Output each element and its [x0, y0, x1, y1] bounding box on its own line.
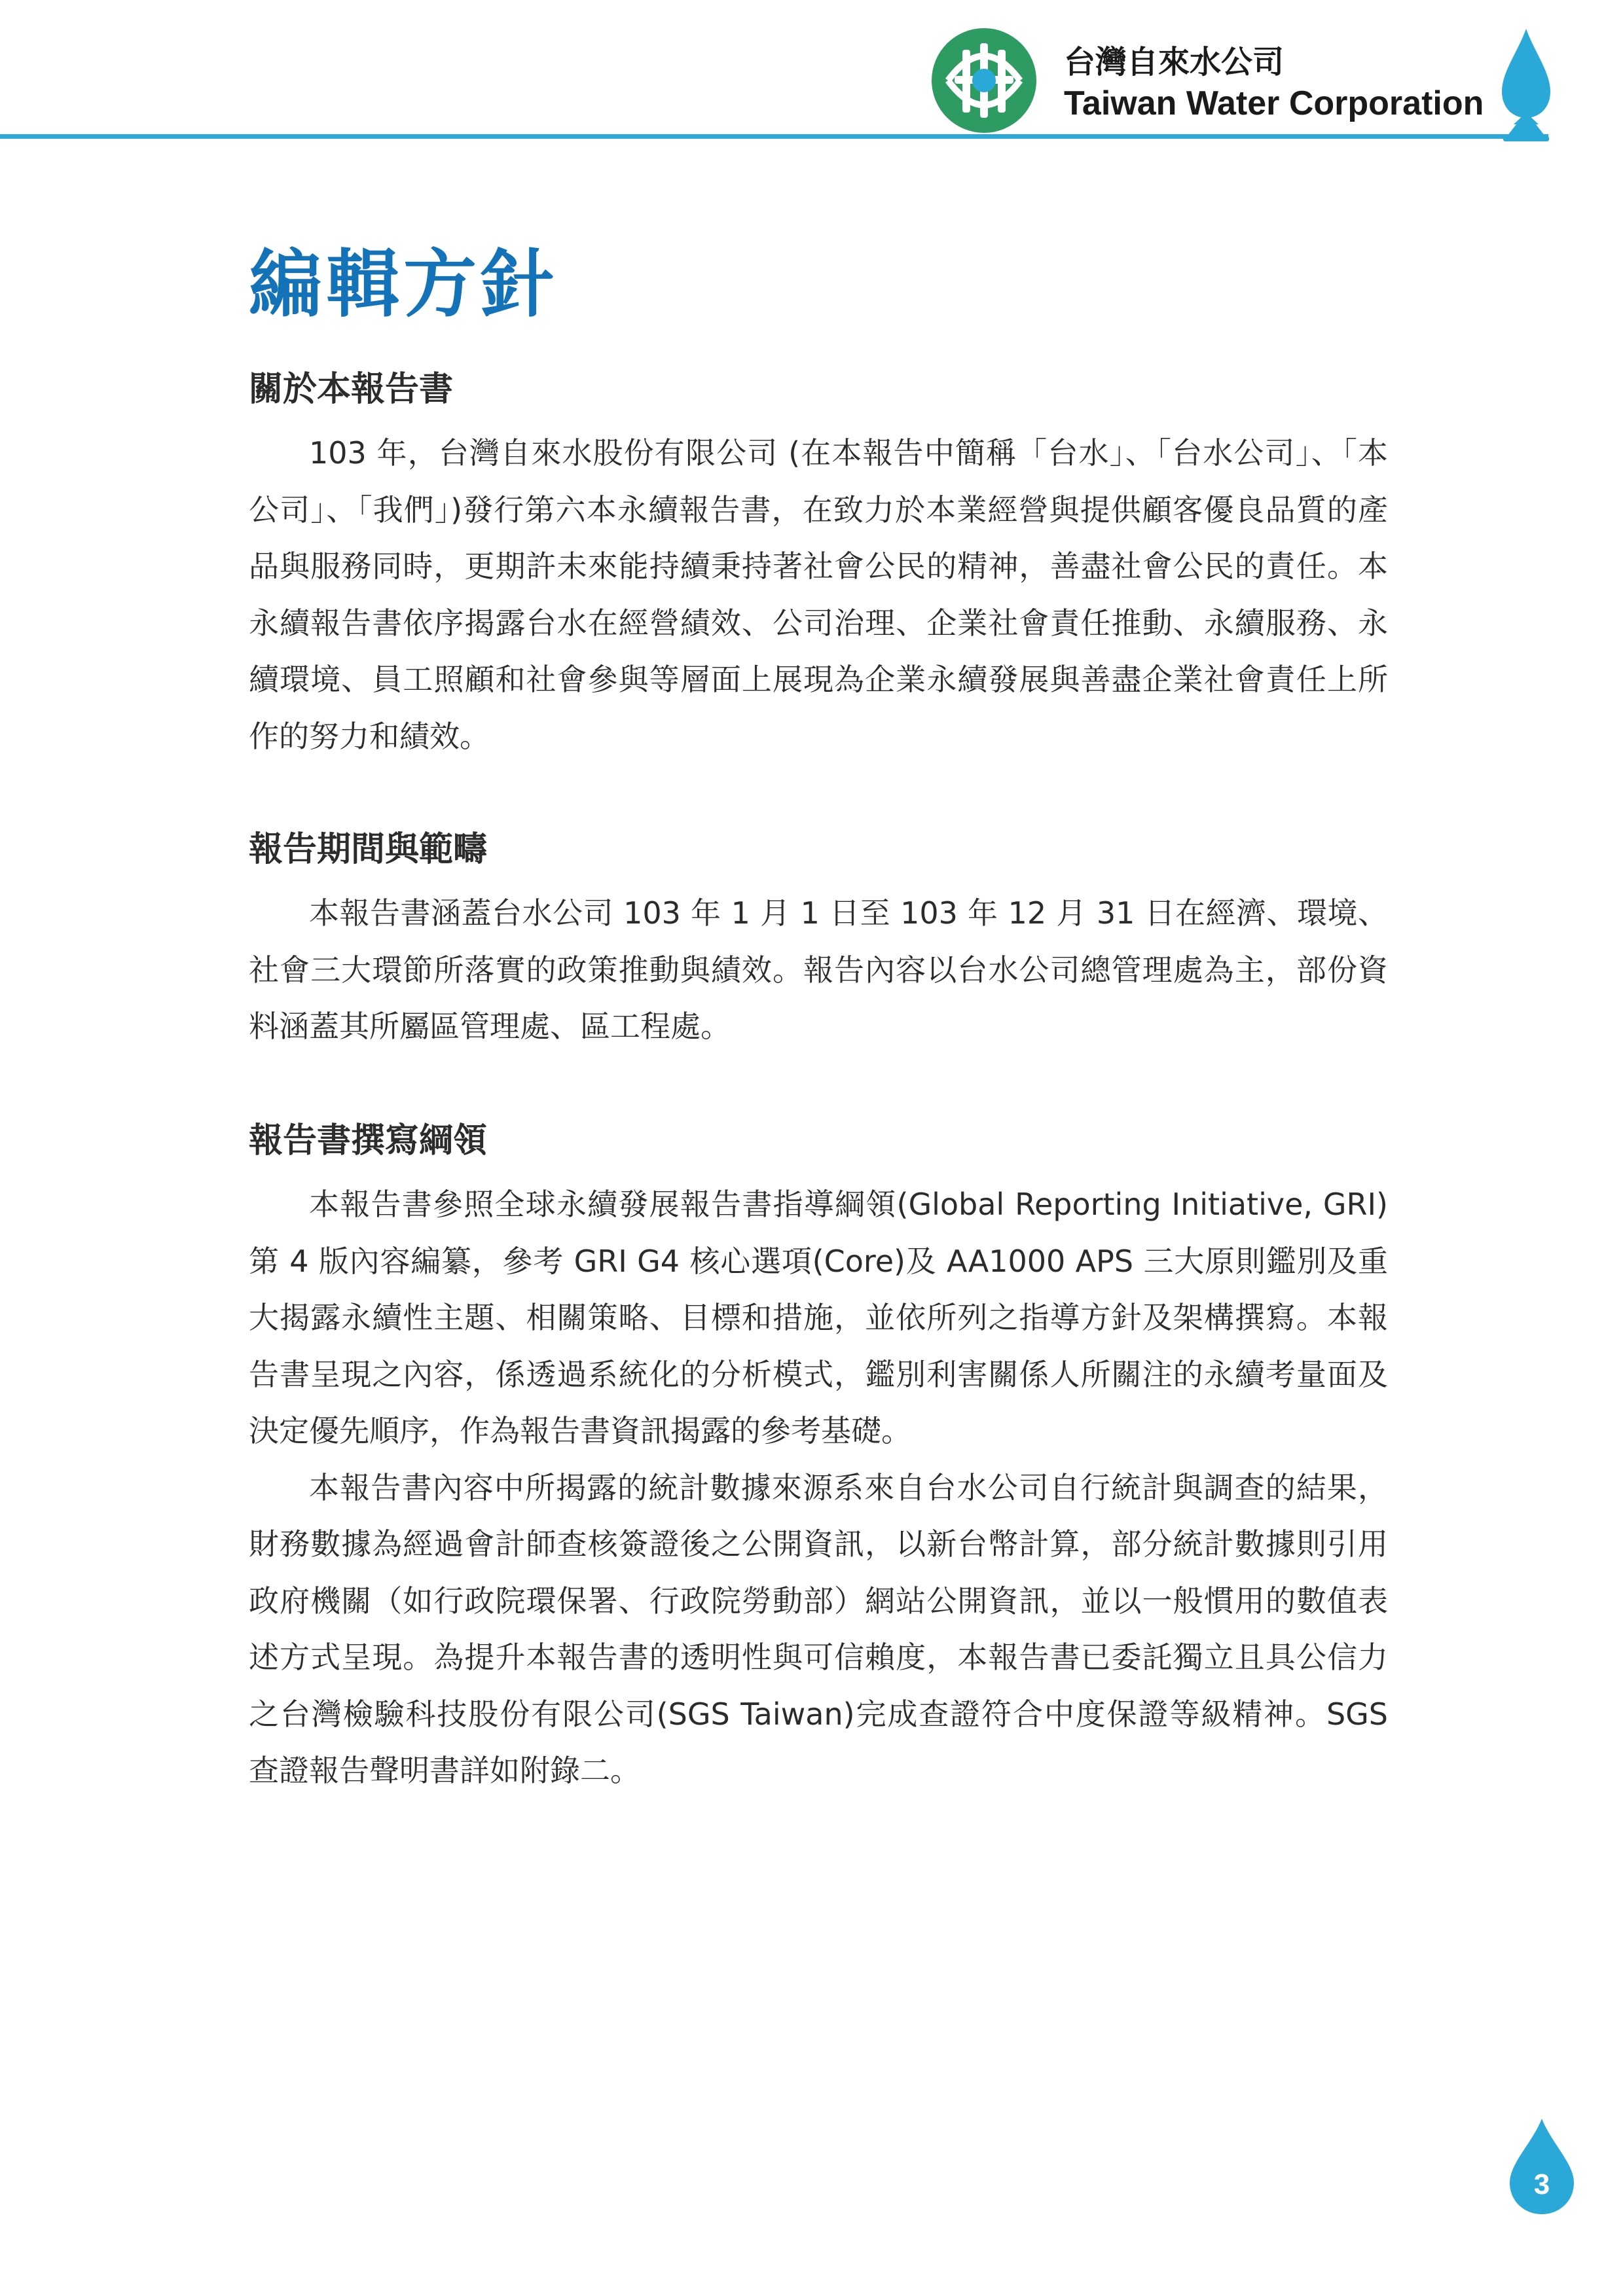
section-paragraph: 本報告書參照全球永續發展報告書指導綱領(Global Reporting Initiative, GRI)第 4 版內容編纂，參考 GRI G4 核心選項(Core)及 AA1000 APS 三大原則鑑別及重大揭露永續性主題、相關策略、目標和措施，並依所列之指導方針及架構撰寫。本報告書呈現之內容，係透過系統化的分析模式，鑑別利害關係人所關注的永續考量面及決定優先順序，作為報告書資訊揭露的參考基礎。: [249, 1187, 1388, 1448]
taiwan-water-logo-icon: [928, 25, 1040, 136]
section-reporting-guidelines: [249, 1113, 1388, 1799]
section-heading: 報告書撰寫綱領: [249, 1121, 488, 1160]
water-drop-icon: [1498, 26, 1554, 144]
section-period-scope: [249, 821, 1388, 1055]
section-paragraph: 本報告書內容中所揭露的統計數據來源系來自台水公司自行統計與調查的結果，財務數據為經過會計師查核簽證後之公開資訊，以新台幣計算，部分統計數據則引用政府機關（如行政院環保署、行政院勞動部）網站公開資訊，並以一般慣用的數值表述方式呈現。為提升本報告書的透明性與可信賴度，本報告書已委託獨立且具公信力之台灣檢驗科技股份有限公司(SGS Taiwan)完成查證符合中度保證等級精神。SGS 查證報告聲明書詳如附錄二。: [249, 1469, 1388, 1788]
header-divider: [0, 134, 1548, 139]
section-heading: 報告期間與範疇: [249, 830, 488, 869]
section-paragraph: 103 年，台灣自來水股份有限公司 (在本報告中簡稱「台水」、「台水公司」、「本公司」、「我們」)發行第六本永續報告書，在致力於本業經營與提供顧客優良品質的產品與服務同時，更期許未來能持續秉持著社會公民的精神，善盡社會公民的責任。本永續報告書依序揭露台水在經營績效、公司治理、企業社會責任推動、永續服務、永續環境、員工照顧和社會參與等層面上展現為企業永續發展與善盡企業社會責任上所作的努力和績效。: [249, 435, 1388, 754]
company-logo: [928, 25, 1040, 136]
water-drop-mascot: [1498, 26, 1554, 144]
company-name-chinese: 台灣自來水公司: [1064, 44, 1285, 81]
section-about-report: [249, 361, 1388, 764]
company-name-english: Taiwan Water Corporation: [1064, 84, 1484, 122]
page-number-badge: [1506, 2117, 1578, 2215]
page-number: 3: [1533, 2168, 1550, 2200]
section-paragraph: 本報告書涵蓋台水公司 103 年 1 月 1 日至 103 年 12 月 31 日在經濟、環境、社會三大環節所落實的政策推動與績效。報告內容以台水公司總管理處為主，部份資料涵蓋其所屬區管理處、區工程處。: [249, 895, 1388, 1044]
page-title: 編輯方針: [249, 242, 558, 327]
section-heading: 關於本報告書: [249, 370, 454, 409]
